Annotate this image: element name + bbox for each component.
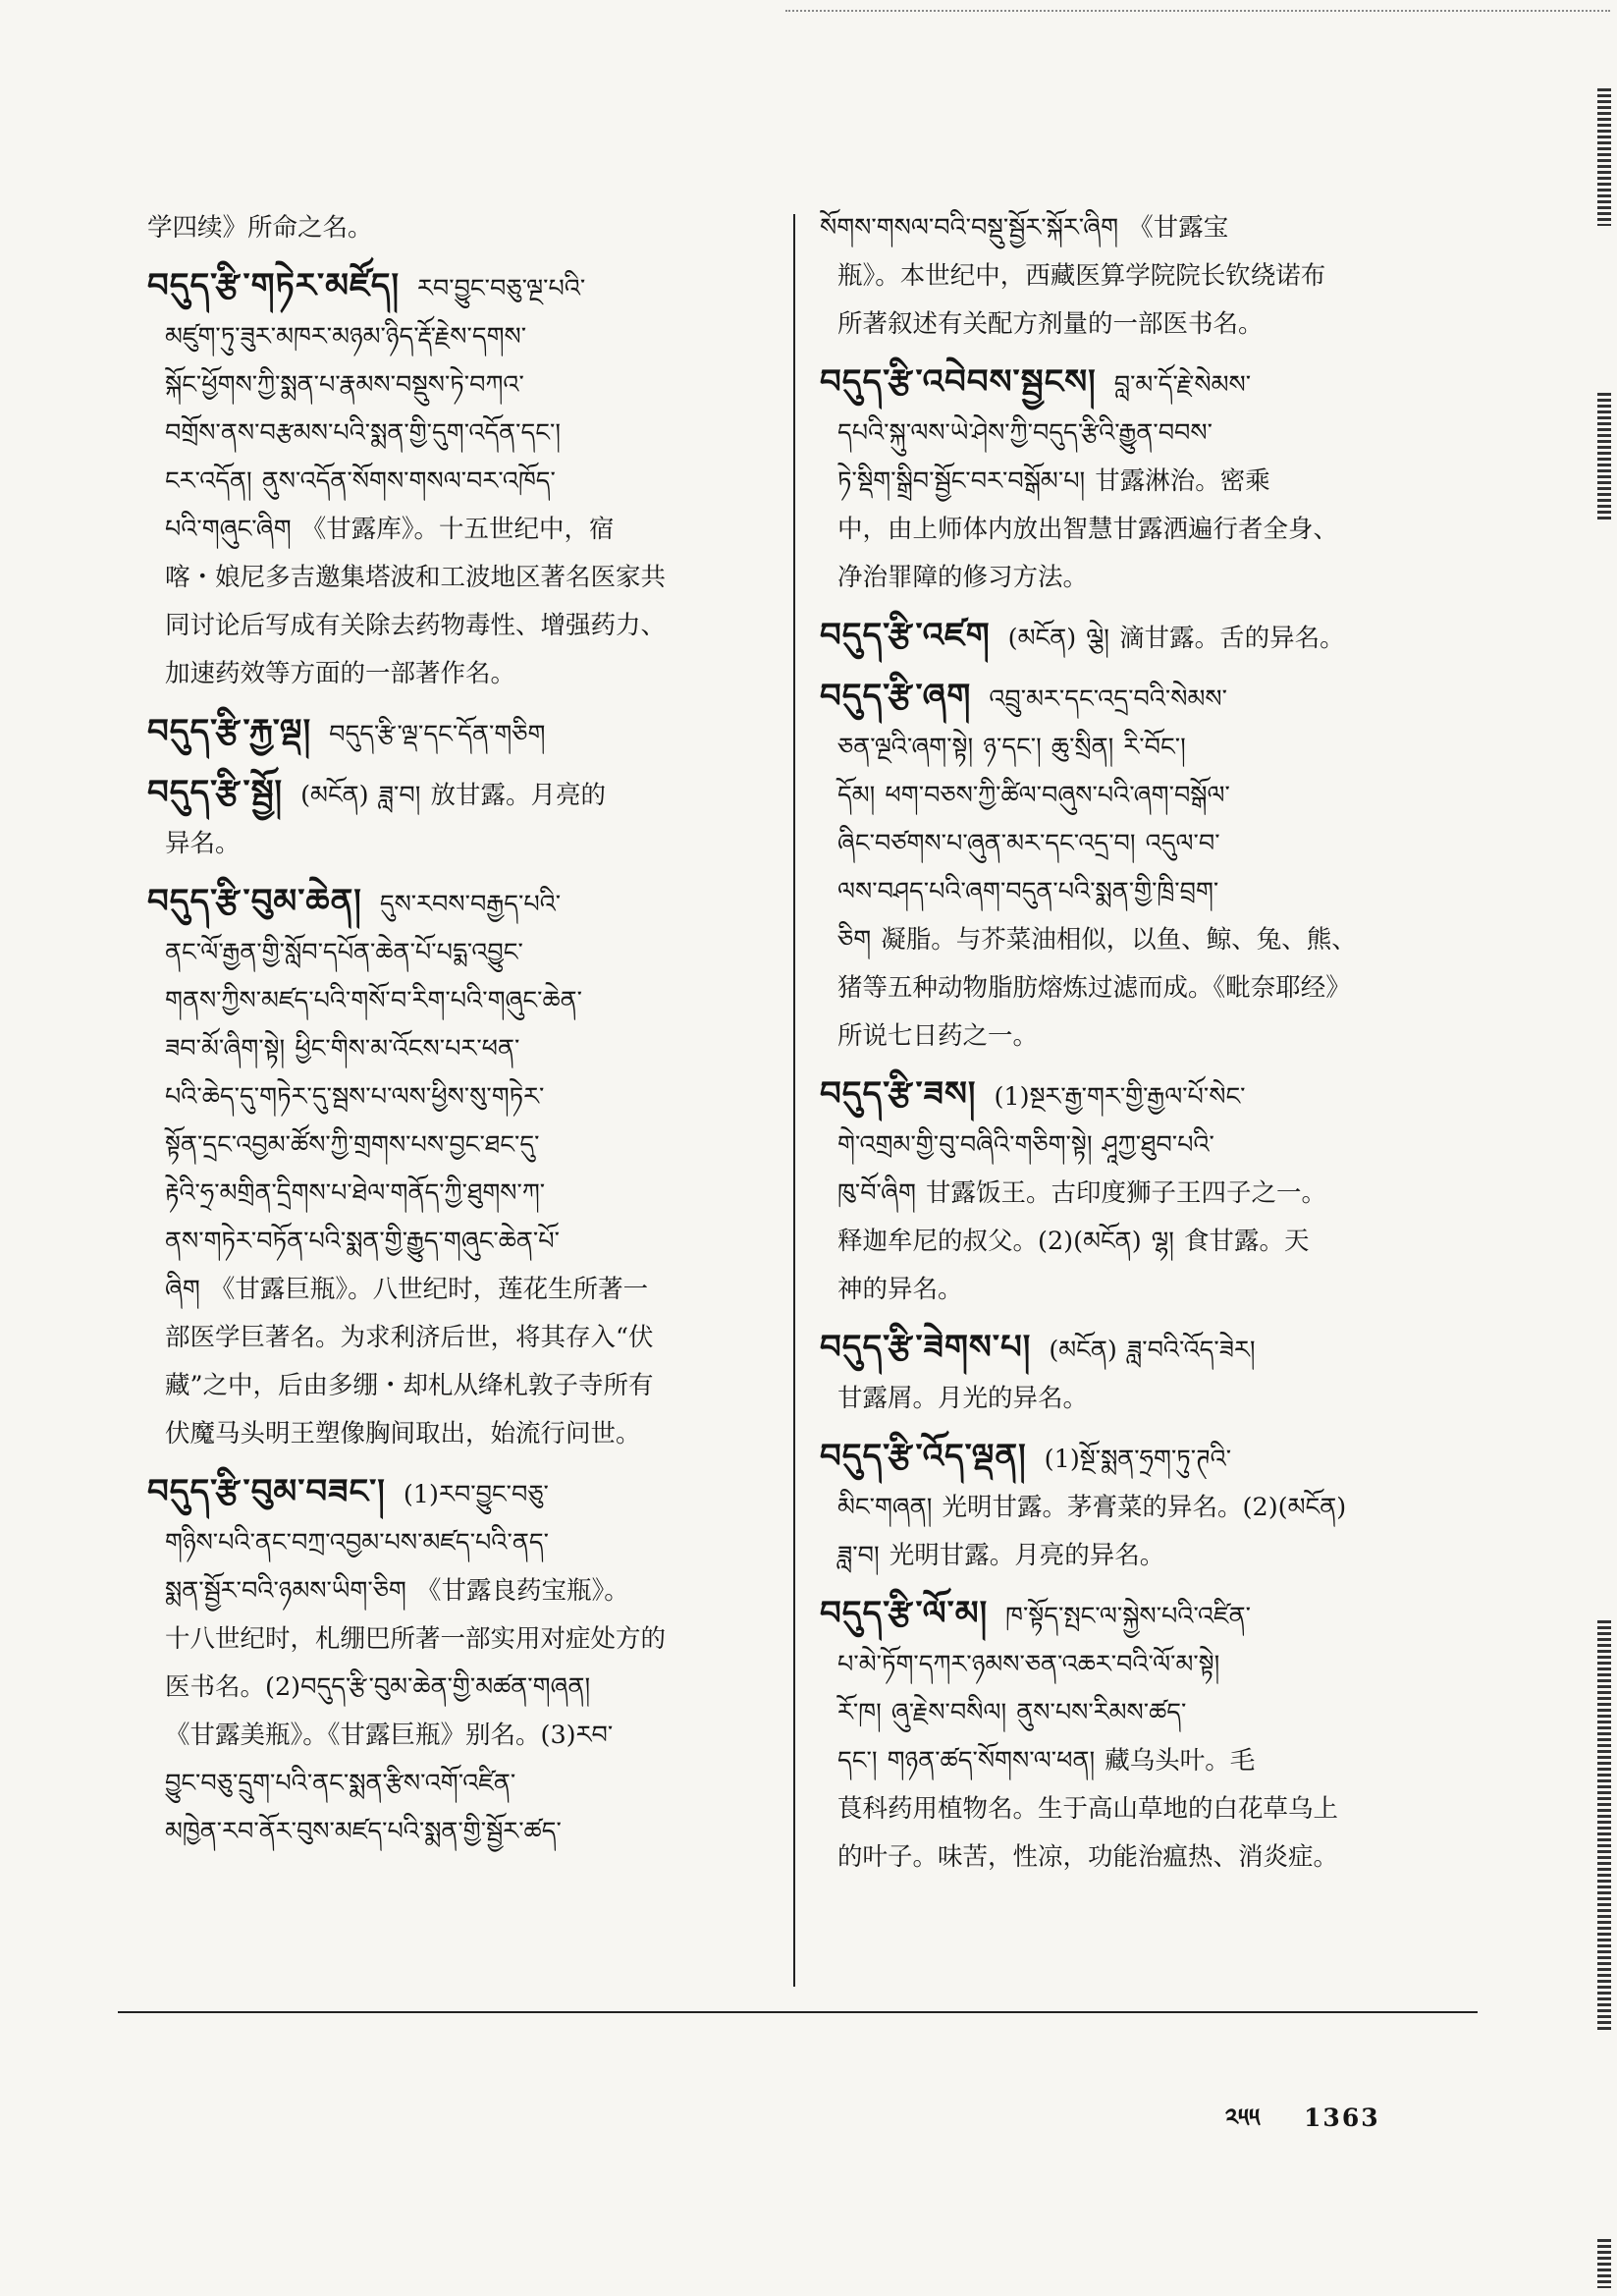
entry-text: བདུད་རྩི་ལྡ་དང་དོན་གཅིག — [329, 720, 546, 749]
entry-line — [820, 868, 1473, 916]
entry-line — [820, 1266, 1473, 1314]
entry-text: རབ་བྱུང་བཅུ་ལྔ་པའི་ — [417, 274, 586, 303]
entry-line — [820, 820, 1473, 868]
entry-line — [147, 1519, 766, 1567]
entry-text: གཉིས་པའི་ནང་བཀྲ་འབྱམ་པས་མཛད་པའི་ནད་ — [165, 1528, 549, 1558]
entry-text: མཛུག་ཏུ་ཟུར་མཁར་མཉམ་ཉིད་རྡོ་རྗེས་དགས་ — [165, 322, 527, 352]
entry-line — [147, 262, 766, 313]
entry-line — [147, 1567, 766, 1615]
entry-text: 神的异名。 — [837, 1275, 963, 1304]
entry-line — [147, 1266, 766, 1314]
entry-text: དཔའི་སྐུ་ལས་ཡེ་ཤེས་ཀྱི་བདུད་རྩིའི་རྒྱུན་བབས་ — [837, 418, 1213, 448]
entry-text: བླ་མ་དོ་རྗེ་སེམས་ — [1113, 370, 1252, 400]
entry-headword: བདུད་རྩི་འབེབས་སྦྱངས། — [820, 362, 1097, 402]
dictionary-entry — [820, 1324, 1473, 1423]
scan-artifact-dots — [785, 10, 1610, 14]
entry-text: ཅན་ལྔའི་ཞག་སྟེ། ཉ་དང་། ཆུ་སྲིན། རི་བོང་། — [837, 733, 1186, 762]
entry-line — [820, 1641, 1473, 1689]
entry-line — [820, 612, 1473, 663]
entry-text: 医书名。(2)བདུད་རྩི་བུམ་ཆེན་གྱི་མཚན་གཞན། — [165, 1672, 591, 1702]
entry-line — [147, 204, 766, 252]
entry-text: 甘露屑。月光的异名。 — [837, 1384, 1089, 1413]
binding-edge-mark — [1597, 2239, 1611, 2288]
entry-text: དོམ། ཕག་བཅས་ཀྱི་ཚིལ་བཞུས་པའི་ཞག་བསྒོལ་ — [837, 781, 1230, 810]
binding-edge-mark — [1597, 1620, 1611, 2033]
entry-text: རྟེའི་ཧྲ་མགྲིན་དྲིགས་པ་ཐེལ་གནོད་ཀྱི་ཐུགས་ཀ་ — [165, 1178, 546, 1208]
entry-line — [147, 977, 766, 1025]
entry-text: ཅིག 凝脂。与芥菜油相似，以鱼、鲸、兔、熊、 — [837, 925, 1357, 955]
entry-text: པའི་གཞུང་ཞིག 《甘露库》。十五世纪中，宿 — [165, 515, 615, 544]
entry-line — [147, 410, 766, 458]
entry-text: སྟོན་དྲང་འབྱམ་ཚོས་ཀྱི་གྲགས་པས་བྱང་ཐང་དུ་ — [165, 1130, 540, 1160]
entry-line — [147, 820, 766, 868]
entry-text: ཏེ་སྡིག་སྒྲིབ་སྦྱོང་བར་བསྒོམ་པ། 甘露淋治。密乘 — [837, 466, 1270, 496]
entry-line — [820, 358, 1473, 410]
entry-line — [820, 1737, 1473, 1785]
dictionary-entry — [147, 1468, 766, 1856]
dictionary-entry — [820, 1433, 1473, 1580]
entry-line — [147, 1121, 766, 1170]
entry-text: རོ་ཁ། ཞུ་རྗེས་བསིལ། ནུས་པས་རིམས་ཚད་ — [837, 1698, 1187, 1727]
entry-line — [820, 1590, 1473, 1641]
entry-line — [147, 1170, 766, 1218]
dictionary-entry — [820, 673, 1473, 1061]
entry-text: འབྲུ་མར་དང་འདྲ་བའི་སེམས་ — [989, 684, 1227, 714]
entry-text: གནས་ཀྱིས་མཛད་པའི་གསོ་བ་རིག་པའི་གཞུང་ཆེན་ — [165, 986, 582, 1015]
binding-edge-mark — [1597, 88, 1611, 226]
entry-line — [147, 1025, 766, 1073]
entry-text: 异名。 — [165, 829, 241, 858]
entry-line — [820, 1012, 1473, 1061]
entry-headword: བདུད་རྩི་ལོ་མ། — [820, 1594, 989, 1633]
entry-text: 伏魔马头明王塑像胸间取出，始流行问世。 — [165, 1419, 641, 1449]
entry-line — [820, 1218, 1473, 1266]
dictionary-entry — [820, 1070, 1473, 1314]
entry-text: སོགས་གསལ་བའི་བསྡུ་སྦྱོར་སྐོར་ཞིག 《甘露宝 — [820, 213, 1229, 243]
entry-line — [147, 1712, 766, 1760]
entry-text: 猪等五种动物脂肪熔炼过滤而成。《毗奈耶经》 — [837, 973, 1351, 1003]
entry-text: (1)རབ་བྱུང་བཅུ་ — [403, 1480, 549, 1509]
entry-line — [147, 554, 766, 602]
dictionary-entry — [820, 204, 1473, 349]
entry-line — [820, 1484, 1473, 1532]
entry-line — [820, 1375, 1473, 1423]
entry-text: 同讨论后写成有关除去药物毒性、增强药力、 — [165, 611, 667, 640]
entry-line — [820, 1324, 1473, 1375]
entry-text: 加速药效等方面的一部著作名。 — [165, 659, 516, 688]
entry-headword: བདུད་རྩི་ཞག — [820, 677, 972, 716]
entry-text: གེ་འགྲམ་གྱི་བུ་བཞིའི་གཅིག་སྟེ། ཤཱཀྱ་ཐུབ་པའི་ — [837, 1130, 1214, 1160]
entry-headword: བདུད་རྩི་རྐྱ་ལྡ། — [147, 712, 312, 751]
entry-text: སྨན་སྦྱོར་བའི་ཉམས་ཡིག་ཅིག 《甘露良药宝瓶》。 — [165, 1576, 629, 1606]
entry-text: (མངོན) ཟླ་བའི་འོད་ཟེར། — [1049, 1336, 1256, 1365]
entry-text: 净治罪障的修习方法。 — [837, 563, 1089, 592]
entry-text: ཞིང་བཙགས་པ་ཞུན་མར་དང་འདྲ་བ། འདུལ་བ་ — [837, 829, 1220, 858]
entry-line — [820, 772, 1473, 820]
entry-text: 释迦牟尼的叔父。(2)(མངོན) ལྷ། 食甘露。天 — [837, 1227, 1310, 1256]
entry-text: 《甘露美瓶》。《甘露巨瓶》别名。(3)རབ་ — [165, 1721, 614, 1750]
entry-text: ཁུ་བོ་ཞིག 甘露饭王。古印度狮子王四子之一。 — [837, 1178, 1327, 1208]
entry-text: 学四续》所命之名。 — [147, 213, 373, 243]
entry-line — [820, 964, 1473, 1012]
entry-line — [147, 1073, 766, 1121]
entry-line — [147, 1410, 766, 1458]
entry-line — [820, 506, 1473, 554]
entry-line — [820, 554, 1473, 602]
entry-text: བྱུང་བཅུ་དྲུག་པའི་ནང་སྨན་རྩིས་འགོ་འཛིན་ — [165, 1769, 516, 1798]
dictionary-entry — [147, 708, 766, 759]
entry-line — [147, 1314, 766, 1362]
entry-text: (1)སྔོ་སྨན་ཧྲག་ཏུ་ཊའི་ — [1044, 1445, 1232, 1474]
footer-rule — [118, 2011, 1478, 2013]
entry-line — [820, 252, 1473, 301]
entry-text: 瓶》。本世纪中，西藏医算学院院长钦绕诺布 — [837, 261, 1326, 291]
folio-tibetan: ༢༥༥ — [1225, 2104, 1261, 2132]
entry-text: ཁ་སྟོད་སྤང་ལ་སྐྱེས་པའི་འཛིན་ — [1005, 1602, 1252, 1631]
entry-text: 藏”之中，后由多绷・却札从绛札敦子寺所有 — [165, 1371, 654, 1400]
entry-text: 十八世纪时，札绷巴所著一部实用对症处方的 — [165, 1624, 667, 1654]
entry-text: ནང་ལོ་རྒྱན་གྱི་སློབ་དཔོན་ཆེན་པོ་པདྨ་འབྱུང་ — [165, 938, 523, 967]
entry-line — [147, 1615, 766, 1664]
entry-line — [820, 410, 1473, 458]
dictionary-entry — [820, 1590, 1473, 1882]
entry-line — [147, 1760, 766, 1808]
entry-text: 喀・娘尼多吉邀集塔波和工波地区著名医家共 — [165, 563, 667, 592]
entry-text: 所著叙述有关配方剂量的一部医书名。 — [837, 309, 1264, 339]
entry-line — [147, 650, 766, 698]
entry-text: ལས་བཤད་པའི་ཞག་བདུན་པའི་སྨན་གྱི་ཁྲི་བྲག་ — [837, 877, 1219, 906]
entry-text: 的叶子。味苦，性凉，功能治瘟热、消炎症。 — [837, 1842, 1339, 1872]
entry-line — [147, 929, 766, 977]
entry-text: 茛科药用植物名。生于高山草地的白花草乌上 — [837, 1794, 1339, 1824]
page-number: 1363 — [1304, 2104, 1380, 2132]
entry-line — [147, 1664, 766, 1712]
entry-line — [147, 458, 766, 506]
entry-text: ཟླ་བ། 光明甘露。月亮的异名。 — [837, 1541, 1165, 1570]
entry-line — [820, 204, 1473, 252]
binding-edge-mark — [1597, 393, 1611, 520]
entry-text: མིང་གཞན། 光明甘露。茅膏菜的异名。(2)(མངོན) — [837, 1493, 1347, 1522]
entry-line — [820, 916, 1473, 964]
entry-text: 部医学巨著名。为求利济后世，将其存入“伏 — [165, 1323, 654, 1352]
entry-line — [820, 1532, 1473, 1580]
left-column — [147, 204, 766, 1866]
dictionary-entry — [147, 262, 766, 698]
entry-line — [147, 602, 766, 650]
entry-headword: བདུད་རྩི་ཟེགས་པ། — [820, 1328, 1032, 1367]
entry-line — [147, 708, 766, 759]
entry-headword: བདུད་རྩི་སྦྱོ། — [147, 773, 284, 812]
entry-text: ངར་འདོན། ནུས་འདོན་སོགས་གསལ་བར་འཁོད་ — [165, 466, 556, 496]
entry-text: ཟབ་མོ་ཞིག་སྟེ། ཕྱིང་གིས་མ་འོངས་པར་ཕན་ — [165, 1034, 520, 1064]
entry-line — [820, 301, 1473, 349]
entry-line — [820, 724, 1473, 772]
dictionary-entry — [147, 878, 766, 1458]
dictionary-entry — [147, 769, 766, 868]
column-divider — [793, 214, 795, 1987]
dictionary-entry — [820, 612, 1473, 663]
entry-line — [820, 1785, 1473, 1833]
entry-text: 中，由上师体内放出智慧甘露洒遍行者全身、 — [837, 515, 1339, 544]
entry-line — [147, 1362, 766, 1410]
entry-headword: བདུད་རྩི་འོད་ལྡན། — [820, 1437, 1027, 1476]
entry-headword: བདུད་རྩི་བུམ་བཟང་། — [147, 1472, 386, 1511]
entry-line — [147, 878, 766, 929]
entry-line — [820, 1433, 1473, 1484]
entry-line — [820, 1689, 1473, 1737]
entry-line — [820, 1121, 1473, 1170]
entry-line — [147, 1468, 766, 1519]
entry-text: (མངོན) ལྕེ། 滴甘露。舌的异名。 — [1007, 624, 1345, 653]
entry-line — [820, 1070, 1473, 1121]
entry-text: པ་མེ་ཏོག་དཀར་ཉམས་ཅན་འཆར་བའི་ལོ་མ་སྟེ། — [837, 1650, 1220, 1679]
entry-headword: བདུད་རྩི་འཛག — [820, 616, 991, 655]
entry-text: མཁྱེན་རབ་ནོར་བུས་མཛད་པའི་སྨན་གྱི་སྦྱོར་ཚད་ — [165, 1817, 562, 1846]
entry-text: དུས་རབས་བརྒྱད་པའི་ — [379, 890, 562, 919]
entry-text: སྐོང་ཕྱོགས་ཀྱི་སྨན་པ་རྣམས་བསྡུས་ཏེ་བཀའ་ — [165, 370, 524, 400]
entry-text: ཞིག 《甘露巨瓶》。八世纪时，莲花生所著一 — [165, 1275, 649, 1304]
dictionary-entry — [147, 204, 766, 252]
entry-line — [820, 458, 1473, 506]
entry-line — [820, 1833, 1473, 1882]
entry-text: (མངོན) ཟླ་བ། 放甘露。月亮的 — [300, 781, 606, 810]
entry-line — [147, 1808, 766, 1856]
entry-text: (1)སྔར་རྒྱ་གར་གྱི་རྒྱལ་པོ་སེང་ — [994, 1082, 1246, 1112]
dictionary-entry — [820, 358, 1473, 602]
entry-line — [147, 769, 766, 820]
entry-line — [820, 673, 1473, 724]
right-column — [820, 204, 1473, 1891]
entry-text: 所说七日药之一。 — [837, 1021, 1039, 1051]
entry-text: དང་། གཉན་ཚད་སོགས་ལ་ཕན། 藏乌头叶。毛 — [837, 1746, 1256, 1776]
entry-headword: བདུད་རྩི་བུམ་ཆེན། — [147, 882, 362, 921]
entry-text: བགྲོས་ནས་བརྩམས་པའི་སྨན་གྱི་དུག་འདོན་དང་། — [165, 418, 562, 448]
entry-headword: བདུད་རྩི་གཏེར་མཛོད། — [147, 266, 400, 305]
entry-text: ནས་གཏེར་བཏོན་པའི་སྨན་གྱི་རྒྱུད་གཞུང་ཆེན་པོ་ — [165, 1227, 560, 1256]
entry-line — [147, 313, 766, 361]
entry-headword: བདུད་རྩི་ཟས། — [820, 1074, 977, 1114]
entry-line — [147, 1218, 766, 1266]
entry-line — [820, 1170, 1473, 1218]
page-folio — [1225, 2090, 1380, 2159]
entry-line — [147, 506, 766, 554]
entry-text: པའི་ཆེད་དུ་གཏེར་དུ་སྦས་པ་ལས་ཕྱིས་སུ་གཏེར་ — [165, 1082, 545, 1112]
entry-line — [147, 361, 766, 410]
